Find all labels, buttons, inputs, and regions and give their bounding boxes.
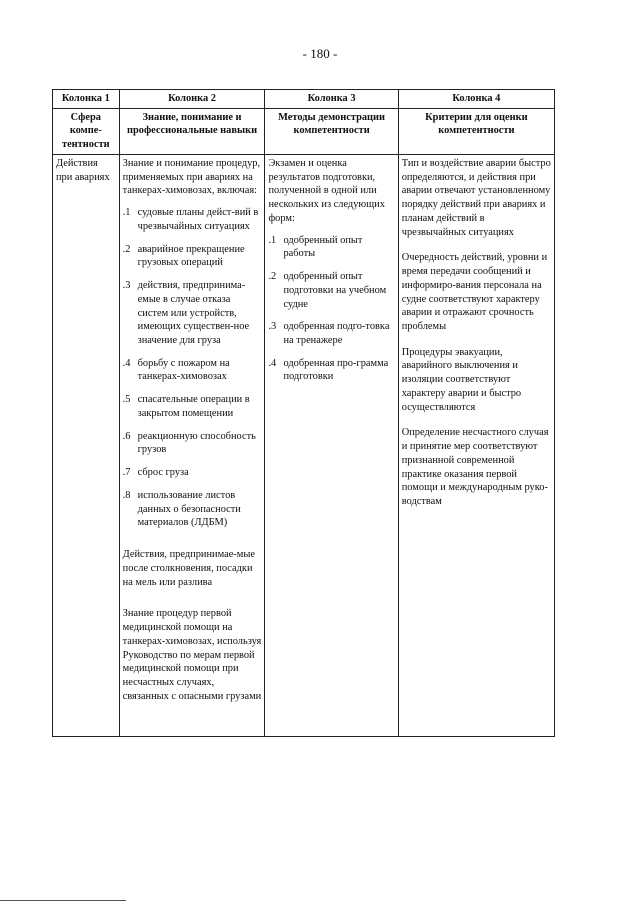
item-text: использование листов данных о безопасности материалов (ЛДБМ) <box>137 489 241 529</box>
knowledge-intro: Знание и понимание процедур, применяемых при авариях на танкерах-химовозах, включая: <box>122 157 261 197</box>
first-aid-knowledge-text: Знание процедур первой медицинской помощи на танкерах-химовозах, используя Руководство по мерам первой медицинской помощи при несчастных случаях, связанных с опасными грузами <box>122 608 262 702</box>
list-item <box>268 320 394 347</box>
list-item <box>123 466 262 480</box>
item-text: одобренная про-грамма подготовки <box>283 357 389 383</box>
list-item <box>123 206 262 233</box>
column-number-4: Колонка 4 <box>398 90 554 109</box>
criteria-paragraph: Очередность действий, уровни и время передачи сообщений и информиро-вания персонала на судне соответствуют характеру аварии и отражают срочность проблемы <box>401 252 548 333</box>
list-item <box>123 489 262 530</box>
knowledge-list <box>123 206 262 530</box>
item-number: .6 <box>122 430 131 442</box>
cell-methods <box>265 154 398 736</box>
collision-actions-text: Действия, предпринимае-мые после столкновения, посадки на мель или разлива <box>122 549 255 588</box>
page-number: - 180 - <box>302 46 338 61</box>
item-number: .1 <box>268 234 277 246</box>
column-number-1: Колонка 1 <box>53 90 120 109</box>
competence-area-text: Действия при авариях <box>56 157 110 183</box>
header-competence-area: Сфера компе-тентности <box>53 108 120 154</box>
item-number: .1 <box>122 207 131 219</box>
cell-criteria <box>398 154 554 736</box>
header-methods: Методы демонстрации компетентности <box>265 108 398 154</box>
list-item <box>123 243 262 270</box>
cell-knowledge <box>119 154 265 736</box>
item-number: .3 <box>122 280 131 292</box>
item-text: сброс груза <box>137 467 189 479</box>
list-item <box>123 430 262 457</box>
list-item <box>123 357 262 384</box>
header-criteria: Критерии для оценки компетентности <box>398 108 554 154</box>
column-number-3: Колонка 3 <box>265 90 398 109</box>
item-text: действия, предпринима-емые в случае отказа систем или устройств, имеющих существен-ное значение для груза <box>137 280 250 347</box>
list-item <box>268 357 394 384</box>
item-text: реакционную способность грузов <box>137 430 256 456</box>
methods-intro: Экзамен и оценка результатов подготовки, полученной в одной или нескольких из следующих форм: <box>268 157 385 224</box>
methods-list <box>268 234 394 385</box>
column-number-row <box>53 90 555 109</box>
column-number-2: Колонка 2 <box>119 90 265 109</box>
item-text: спасательные операции в закрытом помещении <box>137 394 250 419</box>
item-number: .4 <box>268 357 277 369</box>
item-number: .8 <box>122 489 131 501</box>
column-header-row <box>53 108 555 154</box>
item-text: одобренный опыт работы <box>283 234 363 260</box>
item-number: .2 <box>122 243 131 255</box>
item-text: одобренная подго-товка на тренажере <box>283 321 390 347</box>
item-text: аварийное прекращение грузовых операций <box>137 243 245 269</box>
item-number: .7 <box>122 467 131 479</box>
criteria-paragraph: Тип и воздействие аварии быстро определяются, и действия при аварии отвечают установленному порядку действий при авариях и планам действий в чрезвычайных ситуациях <box>401 157 551 238</box>
criteria-paragraph: Определение несчастного случая и принятие мер соответствуют признанной современной практике оказания первой помощи и международным руко-водствам <box>401 427 549 508</box>
list-item <box>268 234 394 261</box>
list-item <box>268 270 394 311</box>
table-row <box>53 154 555 736</box>
item-text: борьбу с пожаром на танкерах-химовозах <box>137 357 230 383</box>
cell-competence-area <box>53 154 120 736</box>
competence-table <box>52 89 555 737</box>
header-knowledge: Знание, понимание и профессиональные навыки <box>119 108 265 154</box>
list-item <box>123 393 262 420</box>
item-number: .2 <box>268 271 277 283</box>
item-number: .4 <box>122 357 131 369</box>
list-item <box>123 279 262 348</box>
item-text: судовые планы дейст-вий в чрезвычайных ситуациях <box>137 207 259 232</box>
item-number: .3 <box>268 321 277 333</box>
footnote-divider <box>0 900 126 901</box>
criteria-paragraph: Процедуры эвакуации, аварийного выключения и изоляции соответствуют характеру аварии и быстро осуществляются <box>401 346 522 413</box>
item-number: .5 <box>122 394 131 406</box>
item-text: одобренный опыт подготовки на учебном судне <box>283 271 387 310</box>
